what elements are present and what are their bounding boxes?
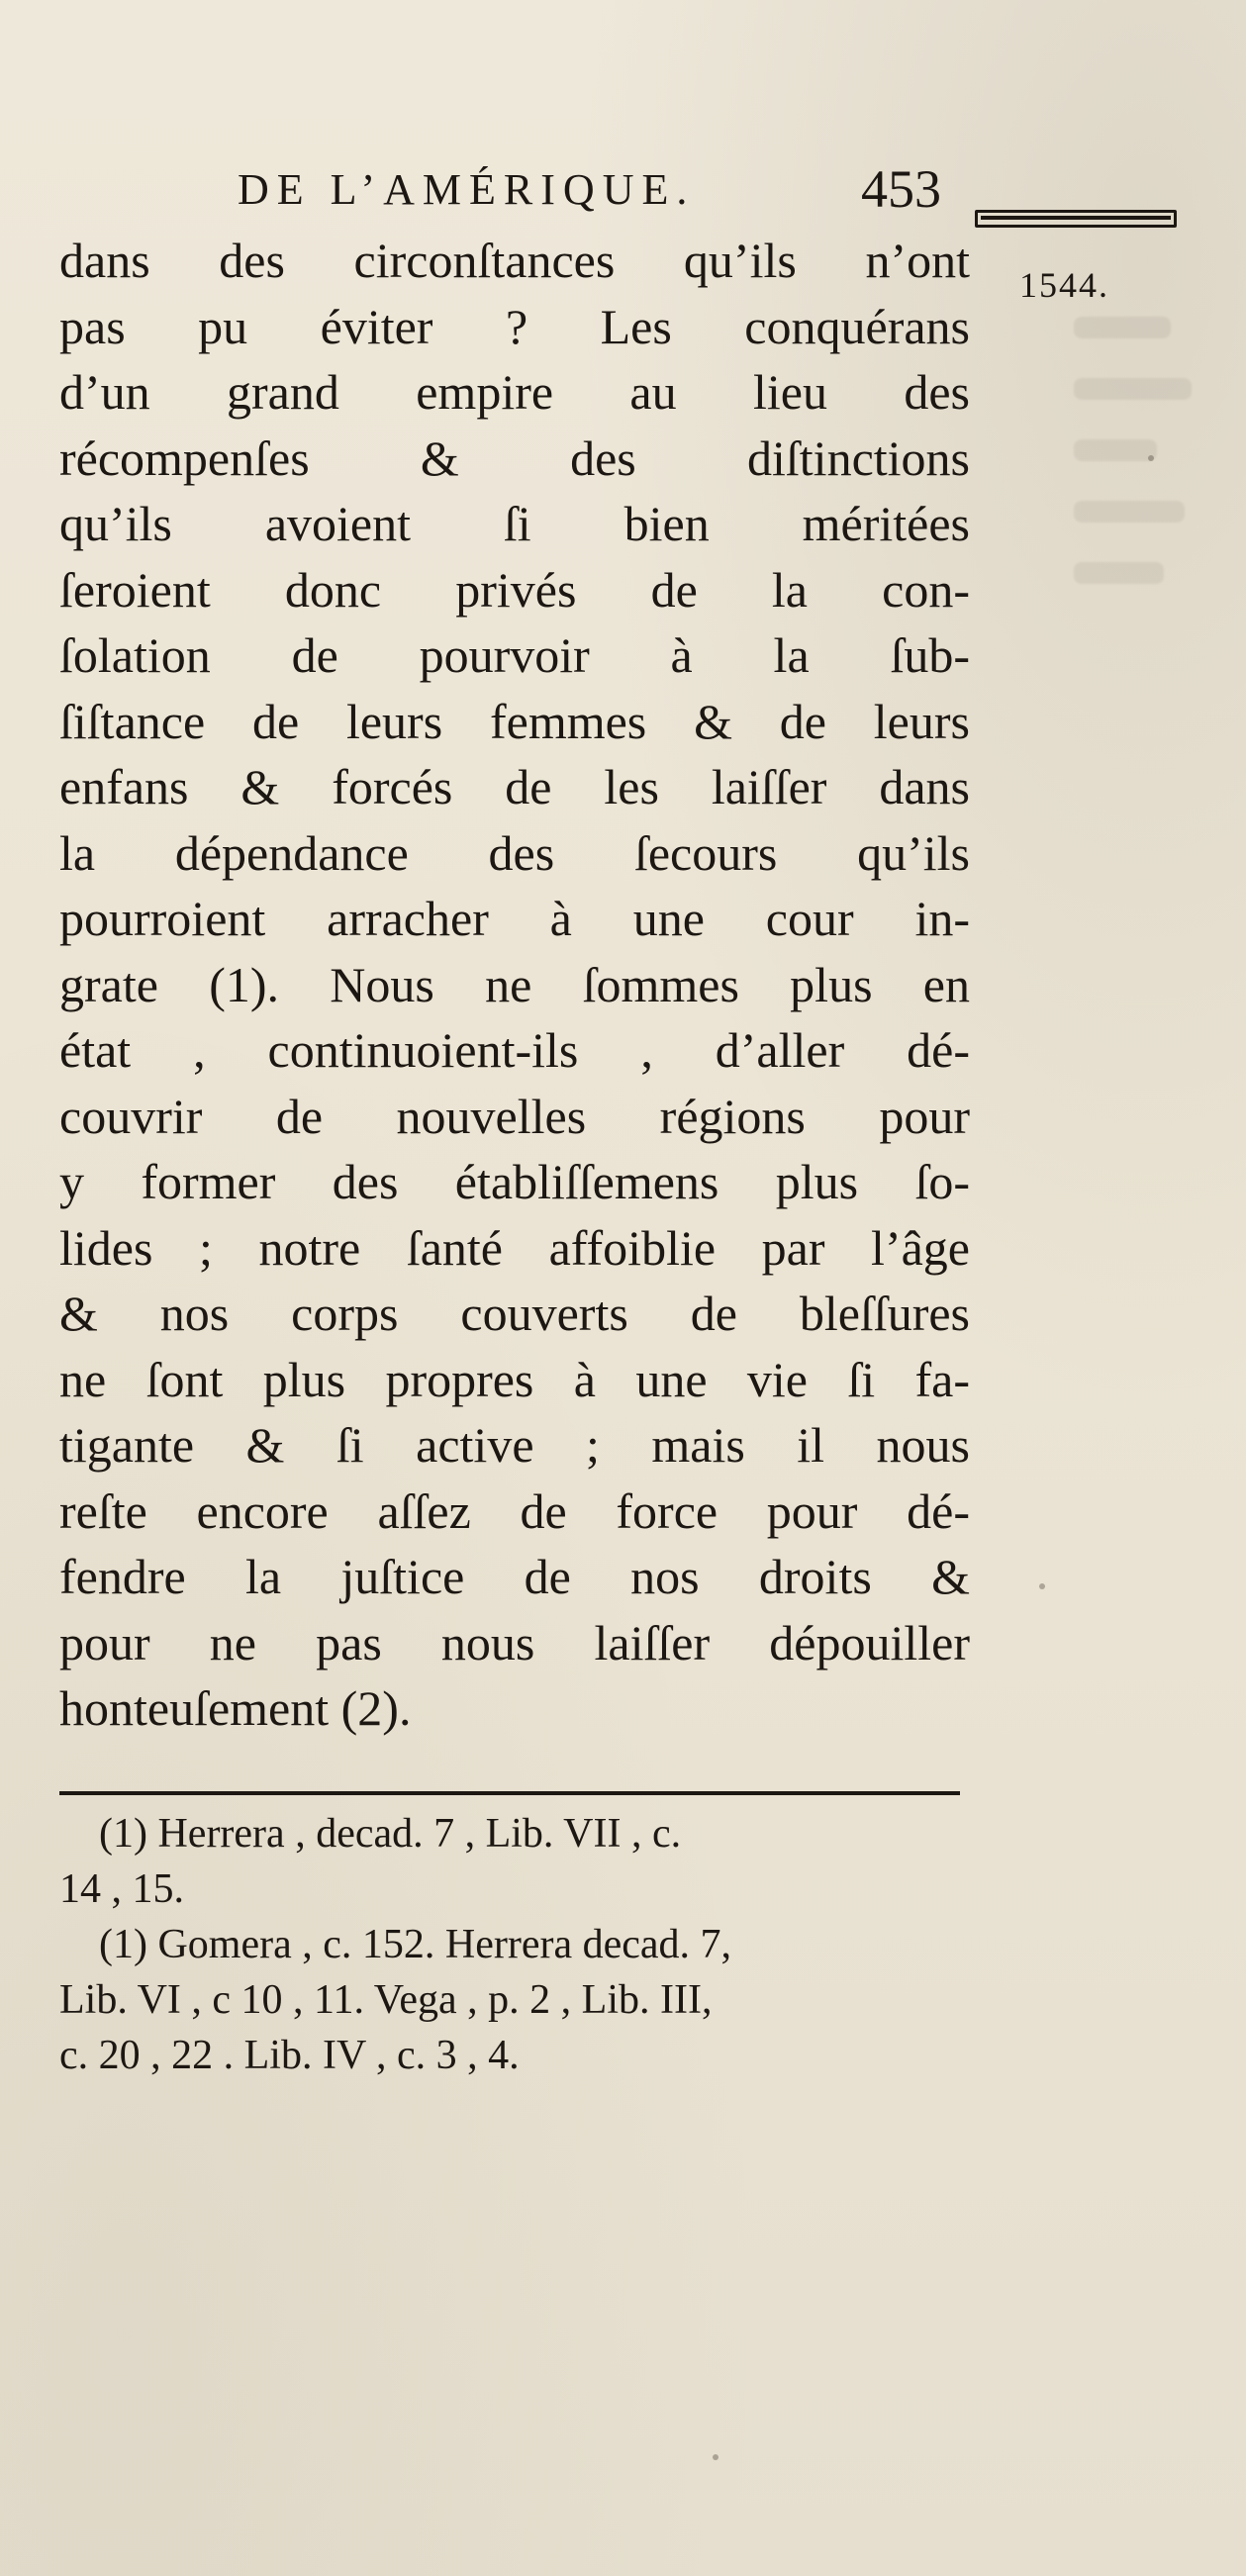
footnote-line: c. 20 , 22 . Lib. IV , c. 3 , 4. xyxy=(59,2033,520,2078)
text-line: pour ne pas nous laiſſer dépouiller xyxy=(59,1614,970,1670)
bleed-line xyxy=(1074,439,1157,461)
text-line: pas pu éviter ? Les conquérans xyxy=(59,298,970,354)
bleed-line xyxy=(1074,317,1171,338)
text-line: pourroient arracher à une cour in- xyxy=(59,891,970,946)
footnote-line: (1) Herrera , decad. 7 , Lib. VII , c. xyxy=(99,1811,682,1857)
running-head xyxy=(188,158,980,228)
text-line: couvrir de nouvelles régions pour xyxy=(59,1088,970,1144)
footnote-rule xyxy=(59,1791,960,1795)
text-line: reſte encore aſſez de force pour dé- xyxy=(59,1482,970,1539)
margin-year: 1544. xyxy=(1019,265,1109,305)
text-line: qu’ils avoient ſi bien méritées xyxy=(59,496,970,551)
bleed-line xyxy=(1074,501,1185,523)
text-line: tigante & ſi active ; mais il nous xyxy=(59,1417,970,1473)
text-line: état , continuoient-ils , d’aller dé- xyxy=(59,1022,970,1078)
text-line: la dépendance des ſecours qu’ils xyxy=(59,824,970,881)
text-line: d’un grand empire au lieu des xyxy=(59,364,970,420)
footnote-line: 14 , 15. xyxy=(59,1866,184,1912)
bleed-through-text xyxy=(1074,317,1212,673)
page-number: 453 xyxy=(861,159,941,219)
text-line: dans des circonſtances qu’ils n’ont xyxy=(59,233,970,288)
text-line: ſiſtance de leurs femmes & de leurs xyxy=(59,693,970,749)
text-line: enfans & forcés de les laiſſer dans xyxy=(59,759,970,814)
running-head-title: DE L’AMÉRIQUE. xyxy=(238,165,696,214)
text-line-last: honteuſement (2). xyxy=(59,1680,412,1736)
text-line: ne ſont plus propres à une vie ſi fa- xyxy=(59,1351,970,1407)
body-text xyxy=(59,228,970,1742)
text-line: grate (1). Nous ne ſommes plus en xyxy=(59,956,970,1012)
text-line: lides ; notre ſanté affoiblie par l’âge xyxy=(59,1219,970,1276)
bleed-line xyxy=(1074,378,1192,400)
paper-speck xyxy=(1148,455,1154,461)
text-line: & nos corps couverts de bleſſures xyxy=(59,1286,970,1341)
marginal-rule xyxy=(975,210,1177,228)
bleed-line xyxy=(1074,562,1164,584)
footnotes xyxy=(59,1806,985,2083)
footnote-line: (1) Gomera , c. 152. Herrera decad. 7, xyxy=(99,1922,732,1967)
paper-speck xyxy=(713,2454,719,2460)
text-line: récompenſes & des diſtinctions xyxy=(59,429,970,486)
text-line: fendre la juſtice de nos droits & xyxy=(59,1549,970,1604)
text-line: ſeroient donc privés de la con- xyxy=(59,561,970,618)
footnote-line: Lib. VI , c 10 , 11. Vega , p. 2 , Lib. III, xyxy=(59,1977,713,2023)
paper-speck xyxy=(1039,1583,1045,1589)
text-line: ſolation de pourvoir à la ſub- xyxy=(59,627,970,683)
text-line: y former des établiſſemens plus ſo- xyxy=(59,1154,970,1209)
